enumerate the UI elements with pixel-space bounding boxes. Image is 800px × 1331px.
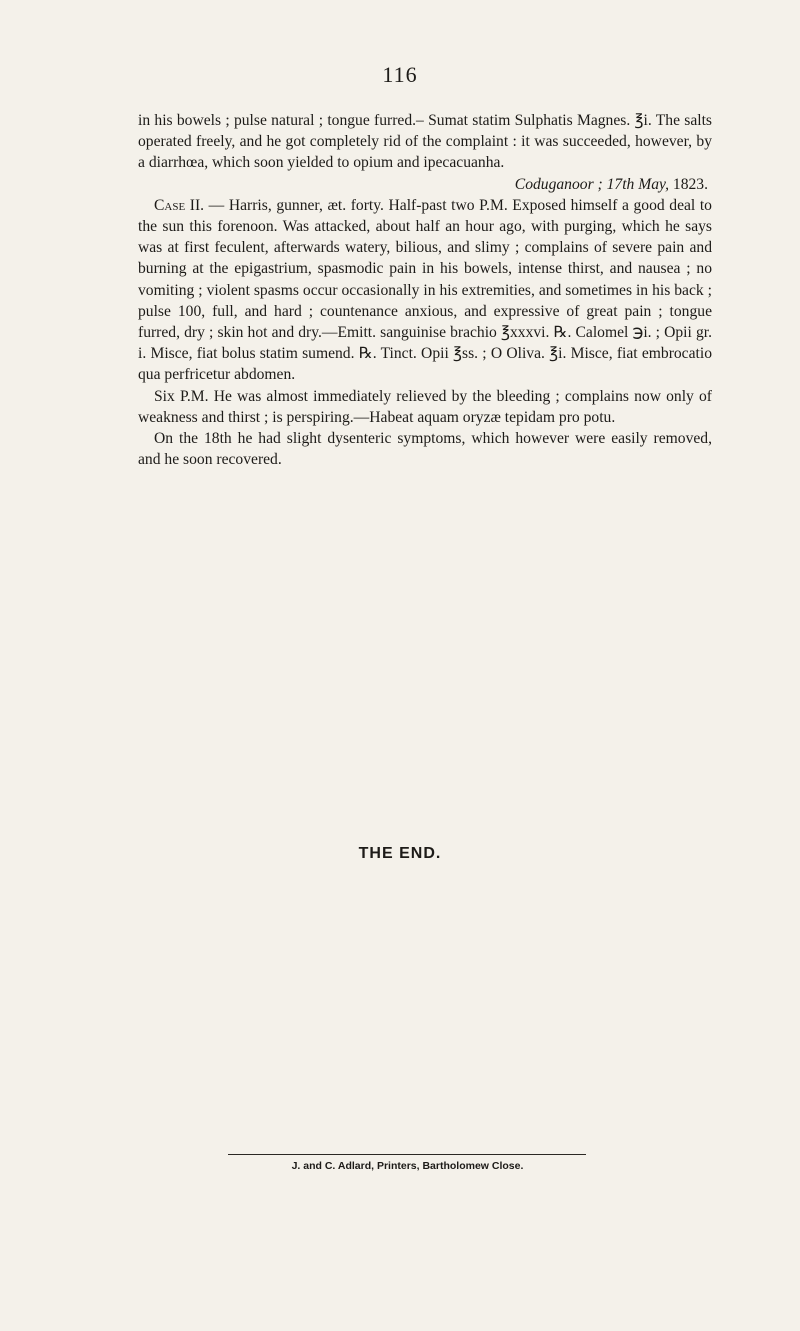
case-text: — Harris, gunner, æt. forty. Half-past two P.M. Exposed himself a good deal to the sun this forenoon. Was attacked, about half an hour ago, with purging, which he says was at first feculent, afterwards watery, bilious, and slimy ; complains of severe pain and burning at the epigastrium, spasmodic pain in his bowels, intense thirst, and nausea ; no vomiting ; violent spasms occur occasionally in his extremities, and sometimes in his back ; pulse 100, full, and hard ; countenance anxious, and expressive of great pain ; tongue furred, dry ; skin hot and dry.—Emitt. sanguinise brachio ℥xxxvi. ℞. Calomel ℈i. ; Opii gr. i. Misce, fiat bolus statim sumend. ℞. Tinct. Opii ℥ss. ; O Oliva. ℥i. Misce, fiat embrocatio qua perfricetur abdomen. — [138, 196, 712, 384]
page-number: 116 — [382, 62, 418, 87]
evening-paragraph: Six P.M. He was almost immediately relieved by the bleeding ; complains now only of weakness and thirst ; is perspiring.—Habeat aquam oryzæ tepidam pro potu. — [138, 387, 712, 426]
the-end-heading: THE END. — [358, 845, 442, 862]
case-paragraph — [138, 195, 712, 386]
case-heading: Case II. — [154, 196, 205, 214]
dateline-year: 1823. — [672, 175, 708, 193]
divider-rule — [228, 1154, 586, 1155]
body-text — [138, 110, 712, 470]
dateline-date: 17th May, — [602, 175, 673, 193]
printer-imprint: J. and C. Adlard, Printers, Bartholomew Close. — [291, 1160, 524, 1172]
dateline — [138, 174, 712, 195]
paragraph-continued: in his bowels ; pulse natural ; tongue furred.– Sumat statim Sulphatis Magnes. ℥i. The salts operated freely, and he got completely rid of the complaint : it was succeeded, however, by a diarrhœa, which soon yielded to opium and ipecacuanha. — [138, 112, 712, 172]
dateline-place: Coduganoor ; — [514, 175, 603, 193]
outcome-paragraph: On the 18th he had slight dysenteric symptoms, which however were easily removed, and he soon recovered. — [138, 430, 712, 469]
